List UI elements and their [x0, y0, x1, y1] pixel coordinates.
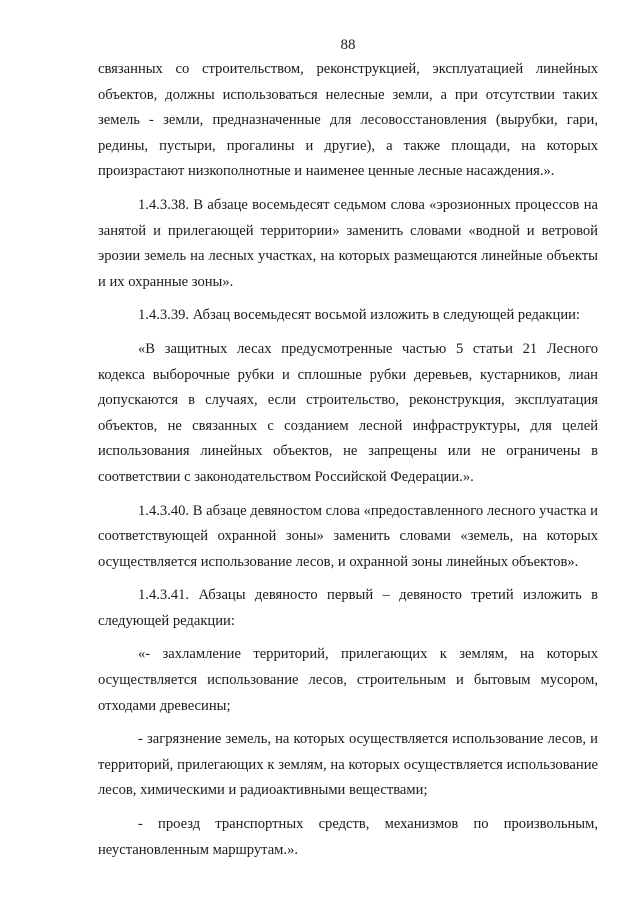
page-number: 88 — [340, 37, 356, 53]
paragraph-protective-forests-quote: «В защитных лесах предусмотренные частью 5 статьи 21 Лесного кодекса выборочные рубки и сплошные рубки деревьев, кустарников, лиан допускаются в случаях, если строительство, реконструкция, эксплуатация объектов, не связанных с созданием лесной инфраструктуры, для целей использования линейных объектов, не запрещены или не ограничены в соответствии с законодательством Российской Федерации.». — [98, 340, 598, 485]
paragraph-1-4-3-39: 1.4.3.39. Абзац восемьдесят восьмой изложить в следующей редакции: — [138, 307, 580, 324]
paragraph-1-4-3-38: 1.4.3.38. В абзаце восемьдесят седьмом слова «эрозионных процессов на занятой и прилегающей территории» заменить словами «водной и ветровой эрозии земель на лесных участках, на которых размещаются линейные объекты и их охранные зоны». — [98, 196, 598, 290]
paragraph-1-4-3-40: 1.4.3.40. В абзаце девяностом слова «предоставленного лесного участка и соответствующей охранной зоны» заменить словами «земель, на которых осуществляется использование лесов, и охранной зоны линейных объектов». — [98, 502, 598, 570]
paragraph-pollution-item: - загрязнение земель, на которых осуществляется использование лесов, и территорий, прилегающих к землям, на которых осуществляется использование лесов, химическими и радиоактивными веществами; — [98, 731, 598, 799]
paragraph-littering-item: «- захламление территорий, прилегающих к землям, на которых осуществляется использование лесов, строительным и бытовым мусором, отходами древесины; — [98, 646, 598, 714]
document-body — [98, 57, 598, 871]
paragraph-1-4-3-41: 1.4.3.41. Абзацы девяносто первый – девяносто третий изложить в следующей редакции: — [98, 587, 598, 629]
paragraph-continuation: связанных со строительством, реконструкцией, эксплуатацией линейных объектов, должны использоваться нелесные земли, а при отсутствии таких земель - земли, предназначенные для лесовосстановления (вырубки, гари, редины, пустыри, прогалины и другие), а также площади, на которых произрастают низкополнотные и наименее ценные лесные насаждения.». — [98, 61, 598, 180]
paragraph-vehicles-item: - проезд транспортных средств, механизмов по произвольным, неустановленным маршрутам.». — [98, 816, 598, 858]
